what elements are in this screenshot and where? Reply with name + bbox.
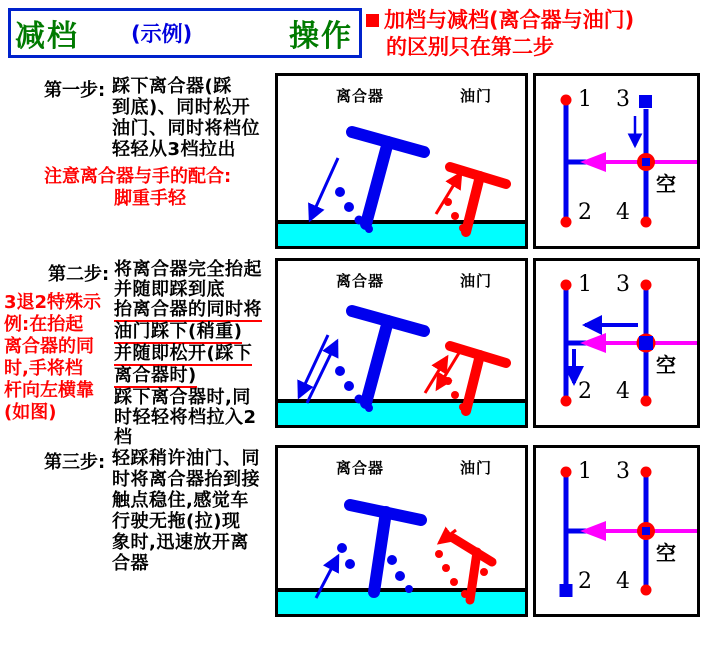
step2-line: 档 [114,427,133,448]
gear-diagram-step2 [533,258,700,428]
gear-3-label: 3 [616,87,630,112]
step1-note-line: 脚重手轻 [114,188,186,209]
step1-text [112,76,260,160]
side-note-line: 例:在抬起 [4,314,84,335]
page-title: 减档 [15,19,79,54]
step3-line: 行驶无拖(拉)现 [112,511,241,532]
gear-2-label: 2 [578,379,592,404]
step1-note [44,166,256,210]
step3-line: 时将离合器抬到接 [112,469,260,490]
step2-label: 第二步: [48,264,110,285]
header-note [366,7,702,61]
step2-line: 并随即踩到底 [114,279,225,300]
clutch-label: 离合器 [336,272,385,290]
step3-text [112,448,260,574]
side-note-line: 3退2特殊示 [4,292,102,313]
step1-line: 到底)、同时松开 [112,97,251,118]
step2-underlined: 并随即松开(踩下 [114,343,253,364]
step2-text [114,260,262,448]
side-note-line: 杆向左横靠 [4,380,94,401]
gear-1-label: 1 [578,272,592,297]
side-note-line: 时,手将档 [4,358,83,379]
page-title-sub: (示例) [131,22,193,46]
step2-line [114,366,262,388]
gear-4-label: 4 [616,200,630,225]
step2-line [114,322,262,344]
step2-line: 时轻轻将档拉入2 [114,407,257,428]
step1-line: 踩下离合器(踩 [112,76,232,97]
neutral-label: 空 [656,172,676,196]
gear-4-label: 4 [616,379,630,404]
pedal-diagram-step1 [275,73,528,249]
throttle-label: 油门 [460,87,493,105]
step2-underlined: 离合器时) [114,365,197,386]
step2-line [114,344,262,366]
step2-line [114,300,262,322]
header-note-line1 [366,7,702,34]
neutral-label: 空 [656,353,676,377]
pedal-diagram-step2 [275,258,528,428]
pedal-diagram-step3 [275,445,528,617]
neutral-label: 空 [656,541,676,565]
clutch-label: 离合器 [336,87,385,105]
gear-2-label: 2 [578,569,592,594]
clutch-label: 离合器 [336,459,385,477]
step2-underlined: 抬离合器的同时将 [114,299,262,320]
step1-label: 第一步: [44,80,106,101]
gear-diagram-step3 [533,445,700,617]
side-note-line: (如图) [4,402,57,423]
gear-diagram-step1 [533,73,700,249]
side-note-line: 离合器的同 [4,336,94,357]
gear-3-label: 3 [616,272,630,297]
gear-1-label: 1 [578,459,592,484]
title-box [8,8,362,58]
step2-side-note [4,292,116,424]
throttle-label: 油门 [460,459,493,477]
step2-underlined: 油门踩下(稍重) [114,321,243,342]
gear-4-label: 4 [616,569,630,594]
throttle-label: 油门 [460,272,493,290]
step2-line: 踩下离合器时,同 [114,387,251,408]
bullet-square-icon [366,14,379,27]
gear-1-label: 1 [578,87,592,112]
step3-label: 第三步: [44,452,106,473]
step3-line: 轻踩稍许油门、同 [112,448,260,469]
step1-line: 轻轻从3档拉出 [112,139,237,160]
step2-line: 将离合器完全抬起 [114,259,262,280]
step1-line: 油门、同时将档位 [112,118,260,139]
step3-line: 象时,迅速放开离 [112,532,249,553]
page-title-right: 操作 [289,19,353,54]
step1-note-line: 注意离合器与手的配合: [44,166,232,187]
header-note-text1: 加档与减档(离合器与油门) [384,8,635,32]
gear-2-label: 2 [578,200,592,225]
gear-3-label: 3 [616,459,630,484]
step3-line: 合器 [112,553,149,574]
header-note-line2: 的区别只在第二步 [386,35,554,59]
step3-line: 触点稳住,感觉车 [112,490,249,511]
